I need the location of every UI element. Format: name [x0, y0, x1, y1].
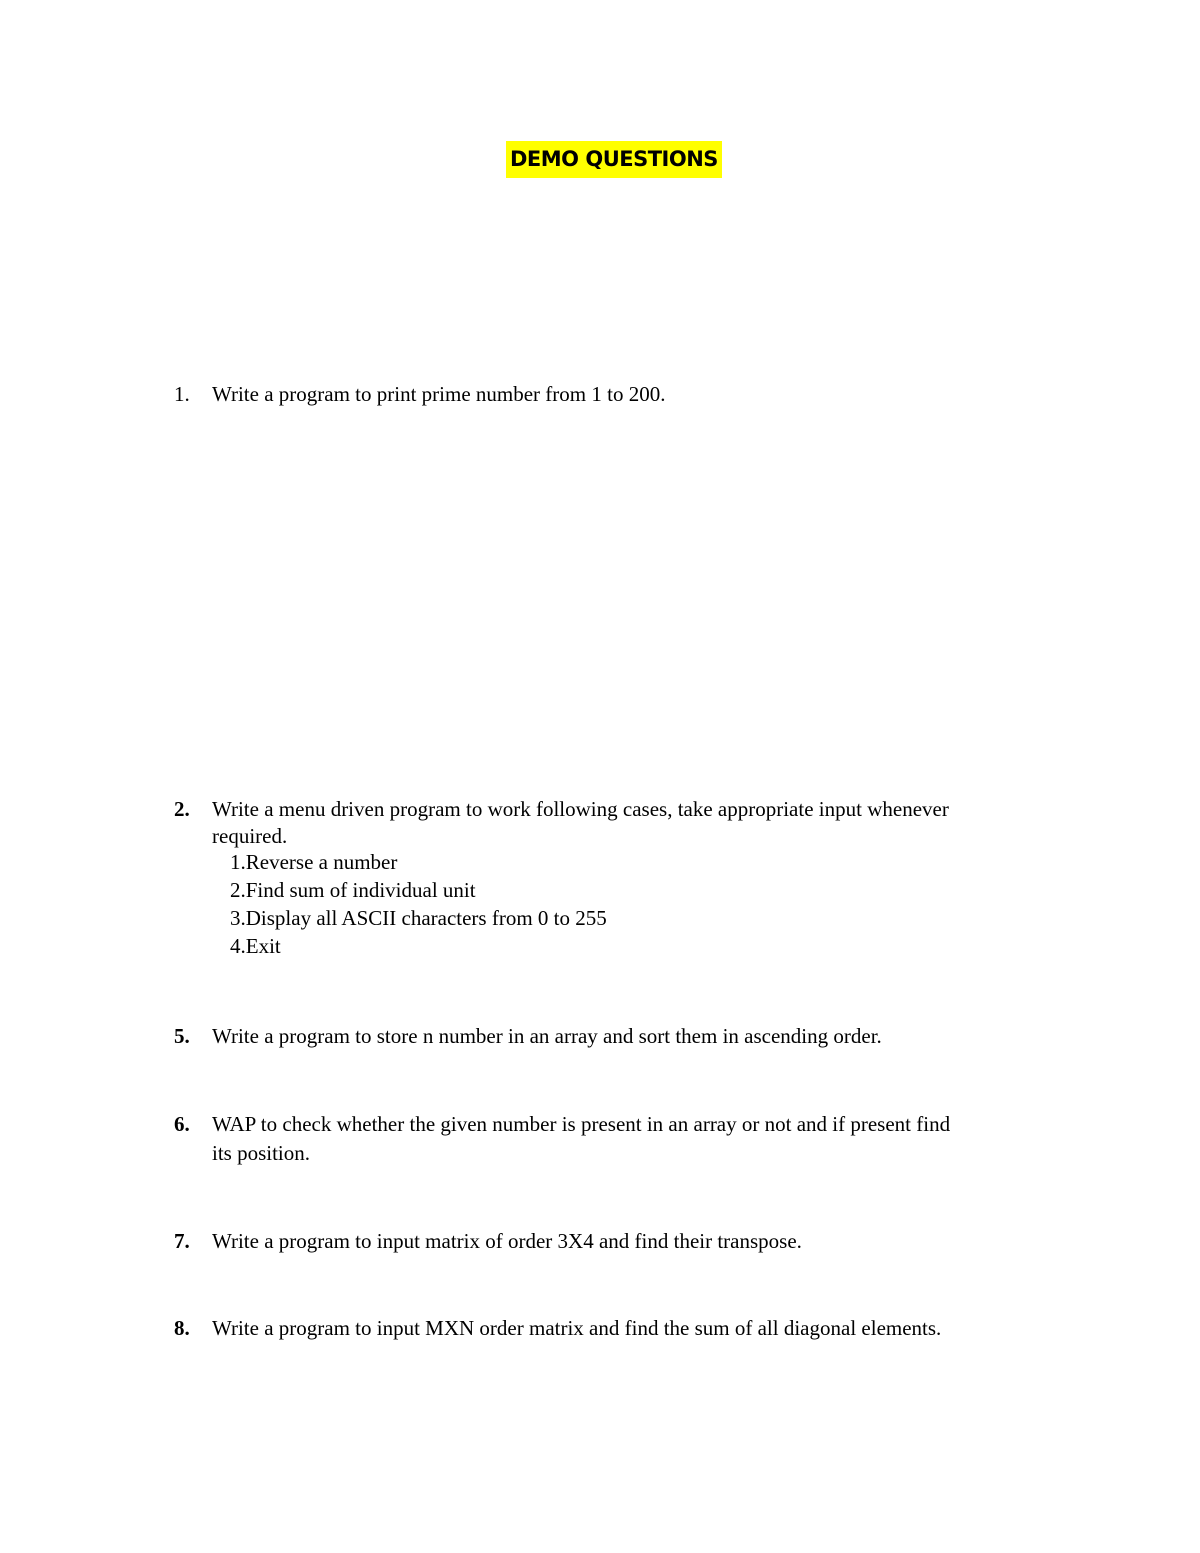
question-text-continued: its position.	[212, 1141, 311, 1165]
question-text: Write a program to input matrix of order 3X4 and find their transpose.	[212, 1229, 802, 1253]
sub-item-reverse: 1.Reverse a number	[230, 850, 398, 874]
question-6	[174, 1110, 950, 1139]
question-text: Write a program to store n number in an array and sort them in ascending order.	[212, 1024, 882, 1048]
question-2	[174, 795, 949, 824]
question-text: Write a program to print prime number from 1 to 200.	[212, 382, 666, 406]
question-text: Write a menu driven program to work following cases, take appropriate input whenever	[212, 797, 949, 821]
question-text-continued: required.	[212, 824, 288, 848]
question-text: Write a program to input MXN order matrix and find the sum of all diagonal elements.	[212, 1316, 942, 1340]
question-number: 8.	[174, 1316, 190, 1340]
question-text: WAP to check whether the given number is present in an array or not and if present find	[212, 1112, 951, 1136]
question-8	[174, 1314, 941, 1343]
question-7	[174, 1227, 802, 1256]
question-number: 1.	[174, 382, 190, 406]
question-number: 2.	[174, 797, 190, 821]
question-number: 5.	[174, 1024, 190, 1048]
page-title: DEMO QUESTIONS	[506, 141, 722, 178]
question-5	[174, 1022, 882, 1051]
sub-item-sum: 2.Find sum of individual unit	[230, 878, 476, 902]
question-number: 6.	[174, 1112, 190, 1136]
sub-item-ascii: 3.Display all ASCII characters from 0 to 255	[230, 906, 607, 930]
sub-item-exit: 4.Exit	[230, 934, 281, 958]
question-number: 7.	[174, 1229, 190, 1253]
question-1	[174, 380, 665, 409]
